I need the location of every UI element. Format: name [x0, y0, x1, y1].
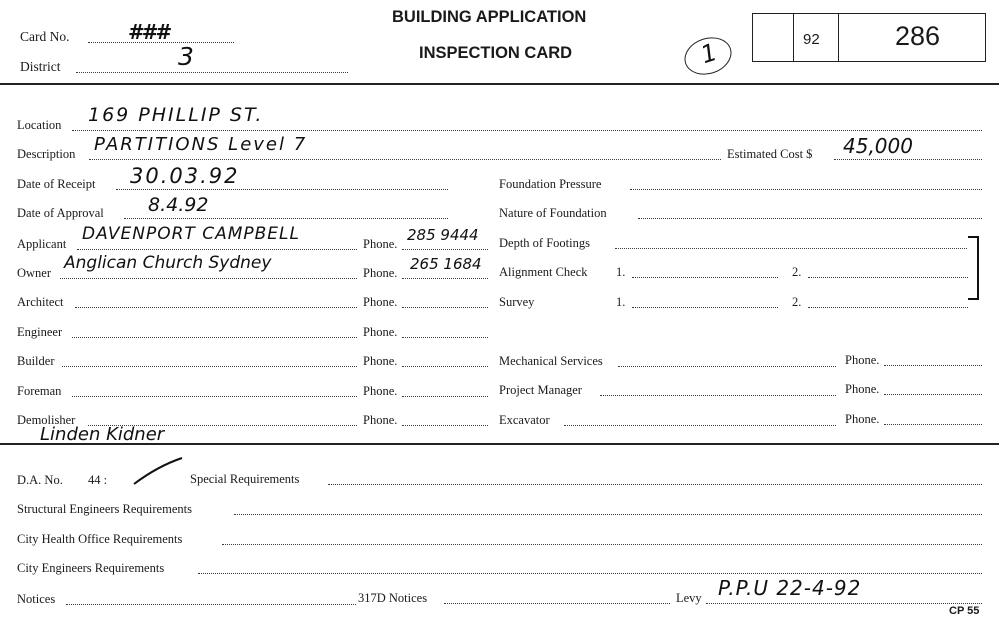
owner-phone-label: Phone.: [363, 266, 398, 280]
depth-footings-dots: [615, 248, 967, 249]
excavator-phone-dots: [884, 424, 982, 425]
receipt-value: 30.03.92: [130, 164, 240, 188]
card-number-box: [752, 13, 986, 62]
alignment-label: Alignment Check: [499, 265, 588, 279]
project-manager-phone-dots: [884, 394, 982, 395]
da-label: D.A. No.: [17, 473, 63, 487]
project-manager-label: Project Manager: [499, 383, 582, 397]
estimated-cost-dots: [834, 159, 982, 160]
nature-foundation-dots: [638, 218, 982, 219]
builder-phone-label: Phone.: [363, 354, 398, 368]
architect-phone-dots: [402, 307, 488, 308]
depth-footings-label: Depth of Footings: [499, 236, 590, 250]
applicant-label: Applicant: [17, 237, 67, 251]
description-value: PARTITIONS Level 7: [94, 134, 308, 155]
details-rule: [0, 443, 999, 445]
survey-label: Survey: [499, 295, 535, 309]
alignment-dots-2: [808, 277, 968, 278]
engineers-dots: [198, 573, 982, 574]
alignment-dots-1: [632, 277, 778, 278]
builder-dots: [62, 366, 357, 367]
engineer-dots: [72, 337, 357, 338]
project-manager-phone-label: Phone.: [845, 382, 880, 396]
builder-label: Builder: [17, 354, 55, 368]
owner-value: Anglican Church Sydney: [64, 253, 272, 273]
alignment-num-1: 1.: [616, 265, 626, 279]
district-value: 3: [178, 42, 194, 71]
approval-dots: [124, 218, 448, 219]
levy-value: P.P.U 22-4-92: [718, 576, 862, 600]
owner-phone: 265 1684: [410, 255, 482, 273]
da-slash-mark: [130, 456, 186, 488]
applicant-dots: [77, 249, 357, 250]
estimated-cost-value: 45,000: [843, 134, 913, 158]
alignment-num-2: 2.: [792, 265, 802, 279]
foreman-phone-label: Phone.: [363, 384, 398, 398]
engineers-label: City Engineers Requirements: [17, 561, 165, 575]
header-rule: [0, 83, 999, 85]
applicant-phone: 285 9444: [407, 226, 479, 244]
mechanical-phone-label: Phone.: [845, 353, 880, 367]
circled-number-value: 1: [697, 37, 721, 70]
card-no-scribble: ###: [128, 20, 170, 44]
mechanical-phone-dots: [884, 365, 982, 366]
foreman-phone-dots: [402, 396, 488, 397]
survey-dots-2: [808, 307, 968, 308]
approval-value: 8.4.92: [148, 194, 209, 216]
applicant-phone-dots: [402, 249, 488, 250]
survey-dots-1: [632, 307, 778, 308]
box-year: 92: [803, 31, 820, 48]
district-dots: [76, 72, 348, 73]
location-label: Location: [17, 118, 62, 132]
foundation-pressure-label: Foundation Pressure: [499, 177, 602, 191]
form-code: CP 55: [949, 605, 980, 617]
foreman-label: Foreman: [17, 384, 62, 398]
excavator-dots: [564, 425, 836, 426]
special-label: Special Requirements: [190, 472, 300, 486]
box-divider-2: [838, 13, 839, 62]
location-dots: [72, 130, 982, 131]
levy-dots: [706, 603, 982, 604]
receipt-label: Date of Receipt: [17, 177, 96, 191]
owner-dots: [60, 278, 357, 279]
demolisher-value: Linden Kidner: [40, 424, 165, 445]
notices-dots: [66, 604, 356, 605]
title-building-application: BUILDING APPLICATION: [392, 8, 587, 26]
survey-num-2: 2.: [792, 295, 802, 309]
health-label: City Health Office Requirements: [17, 532, 183, 546]
excavator-label: Excavator: [499, 413, 550, 427]
engineer-phone-dots: [402, 337, 488, 338]
architect-dots: [75, 307, 357, 308]
builder-phone-dots: [402, 366, 488, 367]
special-dots: [328, 484, 982, 485]
mechanical-label: Mechanical Services: [499, 354, 603, 368]
structural-label: Structural Engineers Requirements: [17, 502, 192, 516]
architect-phone-label: Phone.: [363, 295, 398, 309]
project-manager-dots: [600, 395, 836, 396]
engineer-phone-label: Phone.: [363, 325, 398, 339]
notices-317d-dots: [444, 603, 670, 604]
owner-label: Owner: [17, 266, 52, 280]
card-no-label: Card No.: [20, 29, 70, 44]
applicant-value: DAVENPORT CAMPBELL: [82, 224, 300, 244]
foreman-dots: [72, 396, 357, 397]
receipt-dots: [116, 189, 448, 190]
box-divider-1: [793, 13, 794, 62]
description-dots: [89, 159, 721, 160]
engineer-label: Engineer: [17, 325, 63, 339]
survey-num-1: 1.: [616, 295, 626, 309]
title-inspection-card: INSPECTION CARD: [419, 44, 573, 62]
demolisher-label: Demolisher: [17, 413, 76, 427]
applicant-phone-label: Phone.: [363, 237, 398, 251]
da-value: 44 :: [88, 473, 108, 487]
structural-dots: [234, 514, 982, 515]
foundation-pressure-dots: [630, 189, 982, 190]
box-number: 286: [895, 21, 941, 51]
notices-label: Notices: [17, 592, 56, 606]
description-label: Description: [17, 147, 76, 161]
owner-phone-dots: [402, 278, 488, 279]
district-label: District: [20, 59, 61, 74]
demolisher-phone-dots: [402, 425, 488, 426]
architect-label: Architect: [17, 295, 64, 309]
mechanical-dots: [618, 366, 836, 367]
circled-number: [680, 31, 737, 80]
notices-317d-label: 317D Notices: [358, 591, 428, 605]
approval-label: Date of Approval: [17, 206, 104, 220]
levy-label: Levy: [676, 591, 702, 605]
nature-foundation-label: Nature of Foundation: [499, 206, 607, 220]
health-dots: [222, 544, 982, 545]
handwritten-bracket: [968, 236, 979, 300]
excavator-phone-label: Phone.: [845, 412, 880, 426]
location-value: 169 PHILLIP ST.: [88, 104, 264, 126]
estimated-cost-label: Estimated Cost $: [727, 147, 813, 161]
demolisher-phone-label: Phone.: [363, 413, 398, 427]
